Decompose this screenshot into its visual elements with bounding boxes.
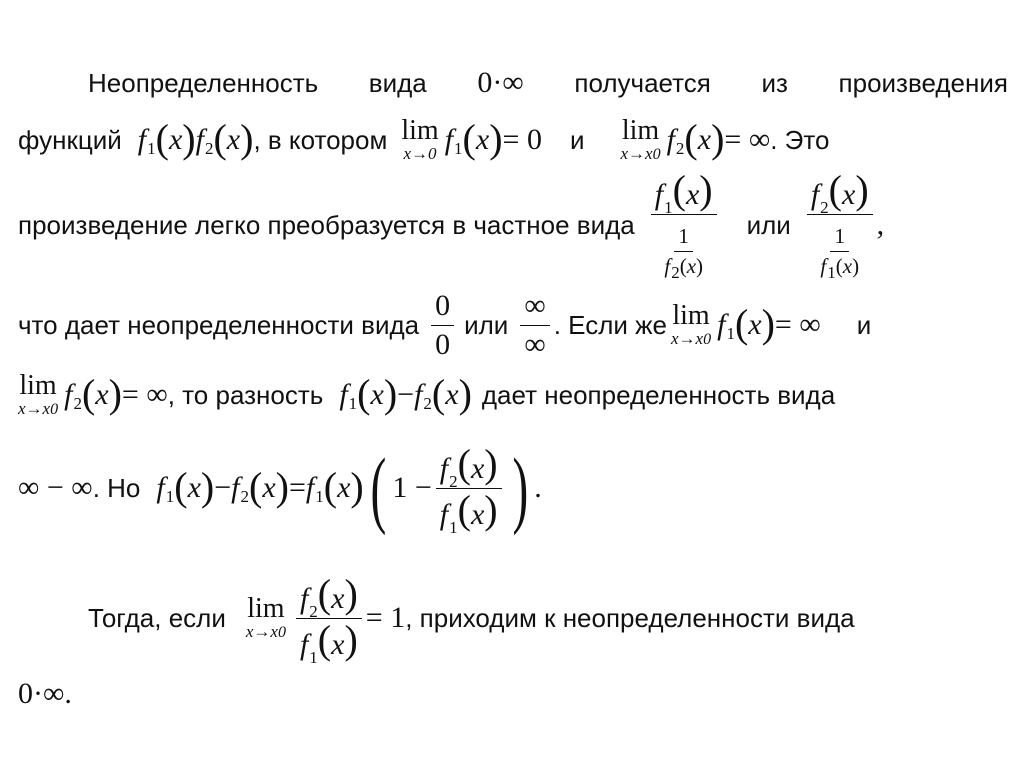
word: вида [368, 67, 427, 98]
text-fragment: , в котором [253, 124, 388, 155]
text-line-6 [18, 440, 1008, 536]
formula-zero-times-infinity-end: 0·∞. [18, 677, 72, 710]
word: функций [18, 124, 122, 155]
word: получается [574, 67, 711, 98]
text-fragment: , то разность [167, 379, 324, 410]
formula-limit-f1-zero: lim x→0 f 1 ( x ) = 0 [401, 115, 542, 163]
text-line-3: произведение легко преобразуется в частное вида $\frac{f_1(x)}{\frac{1}{f_2(x)}}$ или $\frac{f_2(x)}{\frac{1}{f_1(x)}}$ , [18, 167, 885, 282]
text-line-8 [18, 664, 1008, 724]
word: произведения [838, 67, 1008, 98]
word: или [746, 209, 791, 240]
formula-limit-ratio: lim x→x0 $\frac{f_2(x)}{f_1(x)}$ = 1 [245, 570, 406, 667]
word: и [569, 124, 585, 155]
formula-limit-f1-infinity: lim x→x0 f 1 ( x ) = ∞ [671, 299, 821, 348]
fraction-infinity-over-infinity: $\frac{\infty}{\infty}$ [520, 289, 549, 362]
text-fragment: Тогда, если [88, 602, 226, 633]
formula-product: f 1 ( x ) f 2 ( x ) [137, 116, 254, 161]
fraction-f2-over-reciprocal-f1: $\frac{f_2(x)}{\frac{1}{f_1(x)}}$ [807, 171, 873, 279]
formula-infinity-minus-infinity: ∞ − ∞ [18, 471, 93, 504]
text-fragment: что дает неопределенности вида [18, 309, 420, 340]
formula-difference: f 1 ( x ) − f 2 ( x ) [339, 371, 472, 416]
fraction-f1-over-reciprocal-f2: $\frac{f_1(x)}{\frac{1}{f_2(x)}}$ [651, 171, 717, 279]
text-line-5 [18, 362, 1008, 428]
fraction-zero-over-zero: $\frac{0}{0}$ [431, 289, 454, 362]
text-fragment: , приходим к неопределенности вида [405, 602, 855, 633]
text-fragment: . Это [770, 124, 830, 155]
word: Неопределенность [88, 67, 319, 98]
text-line-2 [18, 105, 1008, 175]
text-fragment: дает неопределенность вида [481, 379, 836, 410]
word: или [464, 309, 509, 340]
text-line-7 [88, 570, 1008, 667]
formula-factorization: f 1 ( x ) − f 2 ( x ) = f 1 ( x ) ( 1 − $\frac{f_2(x)}{f_1(x)}$ ) . [156, 440, 542, 537]
text-fragment: произведение легко преобразуется в частное вида [18, 209, 635, 240]
formula-limit-f2-infinity-2: lim x→x0 f 2 ( x ) = ∞ [18, 369, 168, 418]
text-line-1 [88, 53, 1008, 113]
formula-limit-f2-infinity: lim x→x0 f 2 ( x ) = ∞ [620, 114, 771, 163]
word: из [761, 67, 788, 98]
text-line-4 [18, 288, 1008, 362]
word: и [856, 309, 872, 340]
text-fragment: . Если же [553, 309, 667, 340]
text-fragment: . Но [92, 472, 141, 503]
formula-zero-times-infinity: 0·∞ [477, 66, 524, 99]
